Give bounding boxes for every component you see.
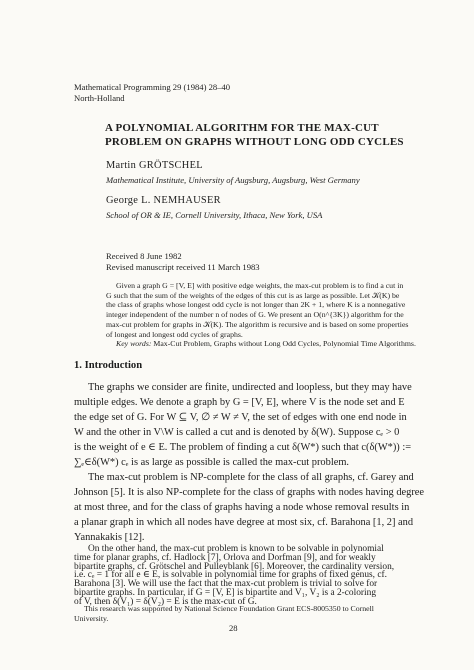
paragraph-line: The graphs we consider are finite, undirected and loopless, but they may have: [88, 382, 412, 393]
paragraph-line: the edge set of G. For W ⊆ V, ∅ ≠ W ≠ V, the set of edges with one end node in: [74, 412, 407, 423]
abstract-line: max-cut problem for graphs in 𝒦(K). The algorithm is recursive and is based on some properties: [106, 319, 409, 329]
paragraph-line: bipartite graphs. In particular, if G = [V, E] is bipartite and V₁, V₂ is a 2-coloring: [74, 587, 377, 598]
abstract-line: G such that the sum of the weights of the edges of this cut is as large as possible. Let 𝒦(K) be: [106, 290, 400, 300]
journal-publisher: North-Holland: [74, 92, 125, 103]
author-affiliation: School of OR & IE, Cornell University, Ithaca, New York, USA: [106, 210, 323, 220]
paragraph-line: is the weight of e ∈ E. The problem of finding a cut δ(W*) such that c(δ(W*)) :=: [74, 442, 412, 453]
paragraph: [74, 470, 430, 545]
abstract-line: Given a graph G = [V, E] with positive edge weights, the max-cut problem is to find a cut in: [116, 281, 404, 290]
abstract-line: the class of graphs whose longest odd cycle is not longer than 2K + 1, where K is a nonnegative: [106, 300, 406, 310]
paragraph-line: Yannakakis [12].: [74, 532, 145, 543]
title-line-1: A POLYNOMIAL ALGORITHM FOR THE MAX-CUT: [105, 122, 379, 134]
abstract-line: of longest and longest odd cycles of graphs.: [106, 329, 243, 339]
author-name: Martin GRÖTSCHEL: [106, 160, 203, 171]
revised-date: Revised manuscript received 11 March 1983: [106, 261, 260, 272]
paragraph-line: bipartite graphs, cf. Grötschel and Pulleyblank [6]. Moreover, the cardinality version,: [74, 561, 395, 572]
footnote-line: University.: [74, 613, 109, 623]
abstract-line: integer independent of the number n of nodes of G. We present an O(n^{3K}) algorithm for the: [106, 310, 404, 320]
paper-title: [105, 121, 404, 149]
received-dates: [106, 251, 260, 272]
paragraph-line: Barahona [3]. We will use the fact that the max-cut problem is trivial to solve for: [74, 579, 378, 590]
author-affiliation: Mathematical Institute, University of Augsburg, Augsburg, West Germany: [106, 175, 360, 185]
paragraph: [74, 545, 430, 607]
paragraph-line: time for planar graphs, cf. Hadlock [7], Orlova and Dorfman [9], and for weakly: [74, 552, 376, 563]
paragraph-line: Johnson [5]. It is also NP-complete for the class of graphs with nodes having degree: [74, 487, 425, 498]
footnote-line: This research was supported by National Science Foundation Grant ECS-8005350 to Cornell: [84, 604, 374, 613]
page-number: 28: [229, 623, 238, 633]
paragraph-line: of V, then δ(V₁) = δ(V₂) = E is the max-cut of G.: [74, 596, 257, 607]
journal-header: [74, 82, 230, 103]
journal-citation: Mathematical Programming 29 (1984) 28–40: [74, 82, 231, 92]
paragraph-line: at most three, and for the class of graphs having a node whose removal results in: [74, 502, 410, 513]
paragraph-line: i.e. cₑ = 1 for all e ∈ E, is solvable in polynomial time for graphs of fixed genus, cf.: [74, 570, 387, 581]
title-line-2: PROBLEM ON GRAPHS WITHOUT LONG ODD CYCLES: [105, 136, 404, 148]
footnote: [74, 604, 430, 623]
paragraph-line: a planar graph in which all nodes have degree at most six, cf. Barahona [1, 2] and: [74, 517, 414, 528]
received-date: Received 8 June 1982: [106, 251, 182, 261]
keywords-label: Key words:: [116, 339, 152, 348]
paragraph: [74, 380, 430, 470]
paragraph-line: W and the other in V\W is called a cut and is denoted by δ(W). Suppose cₑ > 0: [74, 427, 400, 438]
paragraph-line: On the other hand, the max-cut problem is known to be solvable in polynomial: [88, 544, 384, 554]
author-name: George L. NEMHAUSER: [106, 195, 221, 206]
abstract: [106, 281, 442, 339]
paragraph-line: multiple edges. We denote a graph by G = [V, E], where V is the node set and E: [74, 397, 405, 408]
section-heading: 1. Introduction: [74, 360, 143, 371]
paragraph-line: The max-cut problem is NP-complete for the class of all graphs, cf. Garey and: [88, 472, 414, 483]
keywords-text: Max-Cut Problem, Graphs without Long Odd Cycles, Polynomial Time Algorithms.: [153, 339, 416, 348]
paragraph-line: ∑ₑ∈δ(W*) cₑ is as large as possible is called the max-cut problem.: [74, 457, 350, 468]
keywords: [116, 339, 416, 348]
